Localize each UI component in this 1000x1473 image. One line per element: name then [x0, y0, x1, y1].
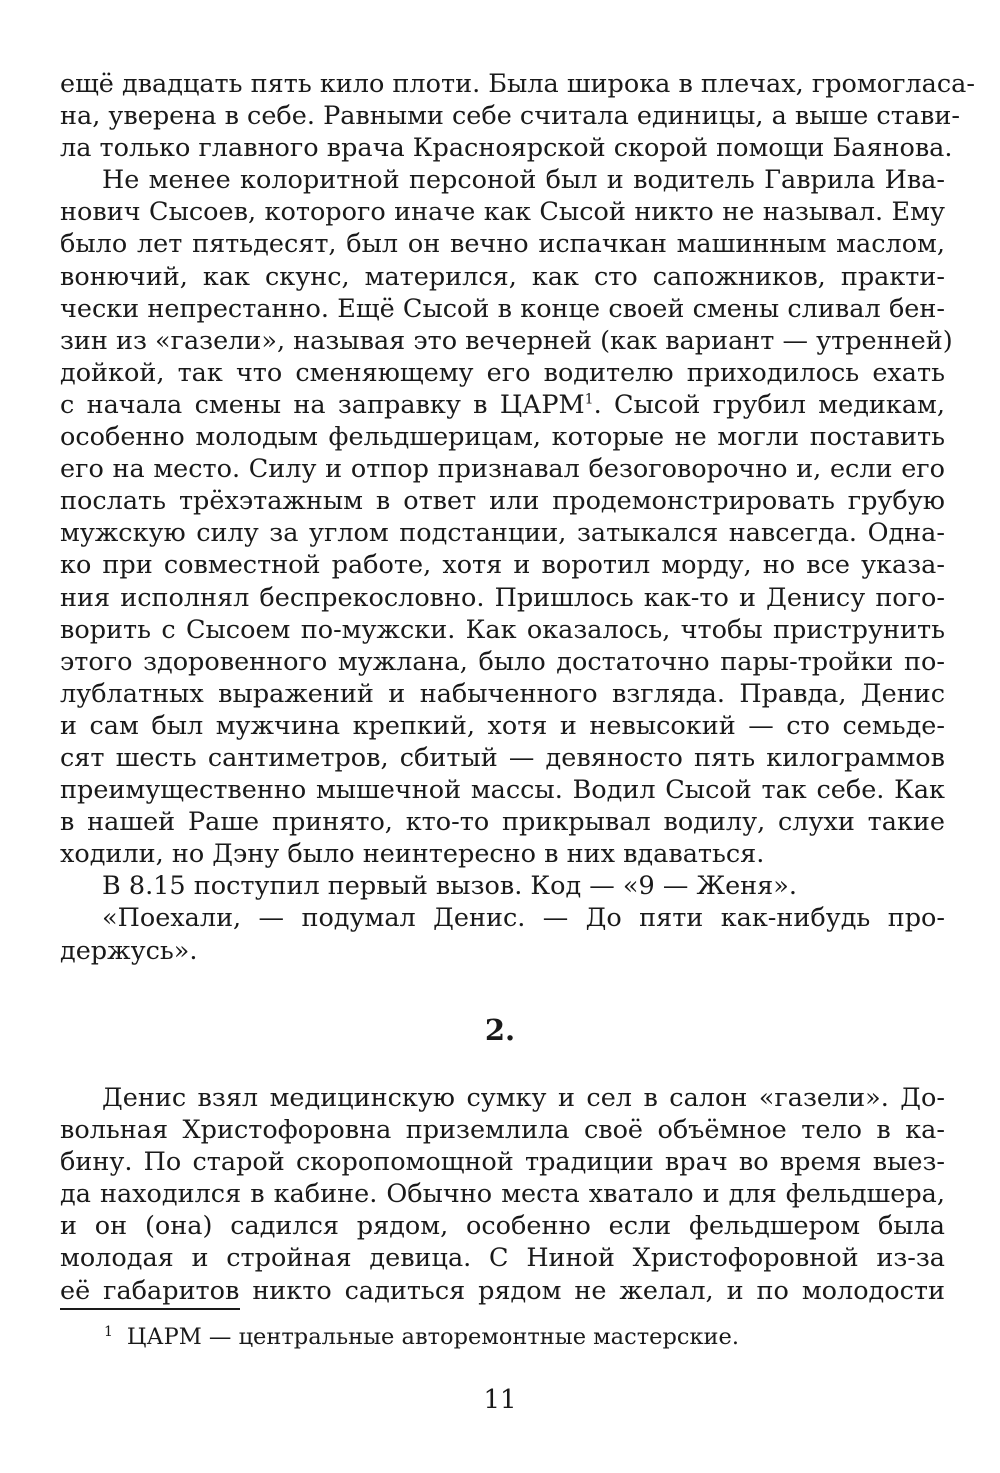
text-line: преимущественно мышечной массы. Водил Сысой так себе. Как: [60, 775, 945, 806]
text-line: да находился в кабине. Обычно места хватало и для фельдшера,: [60, 1179, 945, 1210]
chapter-heading: 2.: [484, 1013, 516, 1047]
footnote-mark: 1: [104, 1323, 113, 1340]
text-line: В 8.15 поступил первый вызов. Код — «9 — Женя».: [102, 871, 797, 902]
text-line: вонючий, как скунс, матерился, как сто сапожников, практи-: [60, 261, 945, 292]
text-line: ния исполнял беспрекословно. Пришлось как-то и Денису пого-: [60, 582, 945, 613]
text-line: и он (она) садился рядом, особенно если фельдшером была: [60, 1211, 945, 1242]
text-line: бину. По старой скоропомощной традиции врач во время выез-: [60, 1147, 945, 1178]
footnote-divider: [60, 1308, 240, 1310]
text-line: ходили, но Дэну было неинтересно в них вдаваться.: [60, 839, 765, 870]
text-line: и сам был мужчина крепкий, хотя и невысокий — сто семьде-: [60, 710, 945, 741]
text-line: чески непрестанно. Ещё Сысой в конце своей смены сливал бен-: [60, 293, 945, 324]
text-line: ворить с Сысоем по-мужски. Как оказалось, чтобы приструнить: [60, 614, 945, 645]
text-line: ещё двадцать пять кило плоти. Была широка в плечах, громогласа-: [60, 69, 975, 99]
footnote-reference: 1: [584, 391, 594, 408]
text-line: сят шесть сантиметров, сбитый — девяносто пять килограммов: [60, 742, 945, 773]
chapter-text-block: [60, 1082, 945, 1307]
text-line: мужскую силу за углом подстанции, затыкался навсегда. Одна-: [60, 518, 945, 549]
footnote-text: ЦАРМ — центральные авторемонтные мастерские.: [126, 1324, 739, 1350]
text-fragment: с начала смены на заправку в ЦАРМ: [60, 389, 585, 420]
text-line: особенно молодым фельдшерицам, которые не могли поставить: [60, 422, 945, 453]
text-line: Не менее колоритной персоной был и водитель Гаврила Ива-: [102, 165, 945, 196]
text-line: в нашей Раше принято, кто-то прикрывал водилу, слухи такие: [60, 807, 945, 838]
text-line: нович Сысоев, которого иначе как Сысой никто не называл. Ему: [60, 197, 945, 228]
text-line: лублатных выражений и набыченного взгляда. Правда, Денис: [60, 678, 945, 709]
text-fragment: . Сысой грубил медикам,: [593, 389, 945, 420]
text-line: на, уверена в себе. Равными себе считала единицы, а выше стави-: [60, 101, 960, 132]
text-line: вольная Христофоровна приземлила своё объёмное тело в ка-: [60, 1115, 945, 1146]
text-line-with-footnote: [60, 389, 945, 421]
text-line: её габаритов никто садиться рядом не желал, и по молодости: [60, 1275, 945, 1306]
text-line: «Поехали, — подумал Денис. — До пяти как-нибудь про-: [102, 903, 945, 934]
text-line: дойкой, так что сменяющему его водителю приходилось ехать: [60, 357, 945, 388]
text-line: послать трёхэтажным в ответ или продемонстрировать грубую: [60, 486, 945, 517]
main-text-block: [60, 68, 975, 967]
text-line: этого здоровенного мужлана, было достаточно пары-тройки по-: [60, 646, 945, 677]
text-line: Денис взял медицинскую сумку и сел в салон «газели». До-: [102, 1083, 945, 1113]
text-line: молодая и стройная девица. С Ниной Христофоровной из-за: [60, 1243, 945, 1274]
text-line: его на место. Силу и отпор признавал безоговорочно и, если его: [60, 454, 945, 485]
text-line: зин из «газели», называя это вечерней (как вариант — утренней): [60, 325, 953, 356]
footnote: [104, 1322, 739, 1352]
text-line: было лет пятьдесят, был он вечно испачкан машинным маслом,: [60, 229, 945, 260]
text-line: ко при совместной работе, хотя и воротил морду, но все указа-: [60, 550, 945, 581]
text-line: ла только главного врача Красноярской скорой помощи Баянова.: [60, 133, 953, 164]
text-line: держусь».: [60, 935, 198, 966]
page-number: 11: [483, 1385, 517, 1415]
